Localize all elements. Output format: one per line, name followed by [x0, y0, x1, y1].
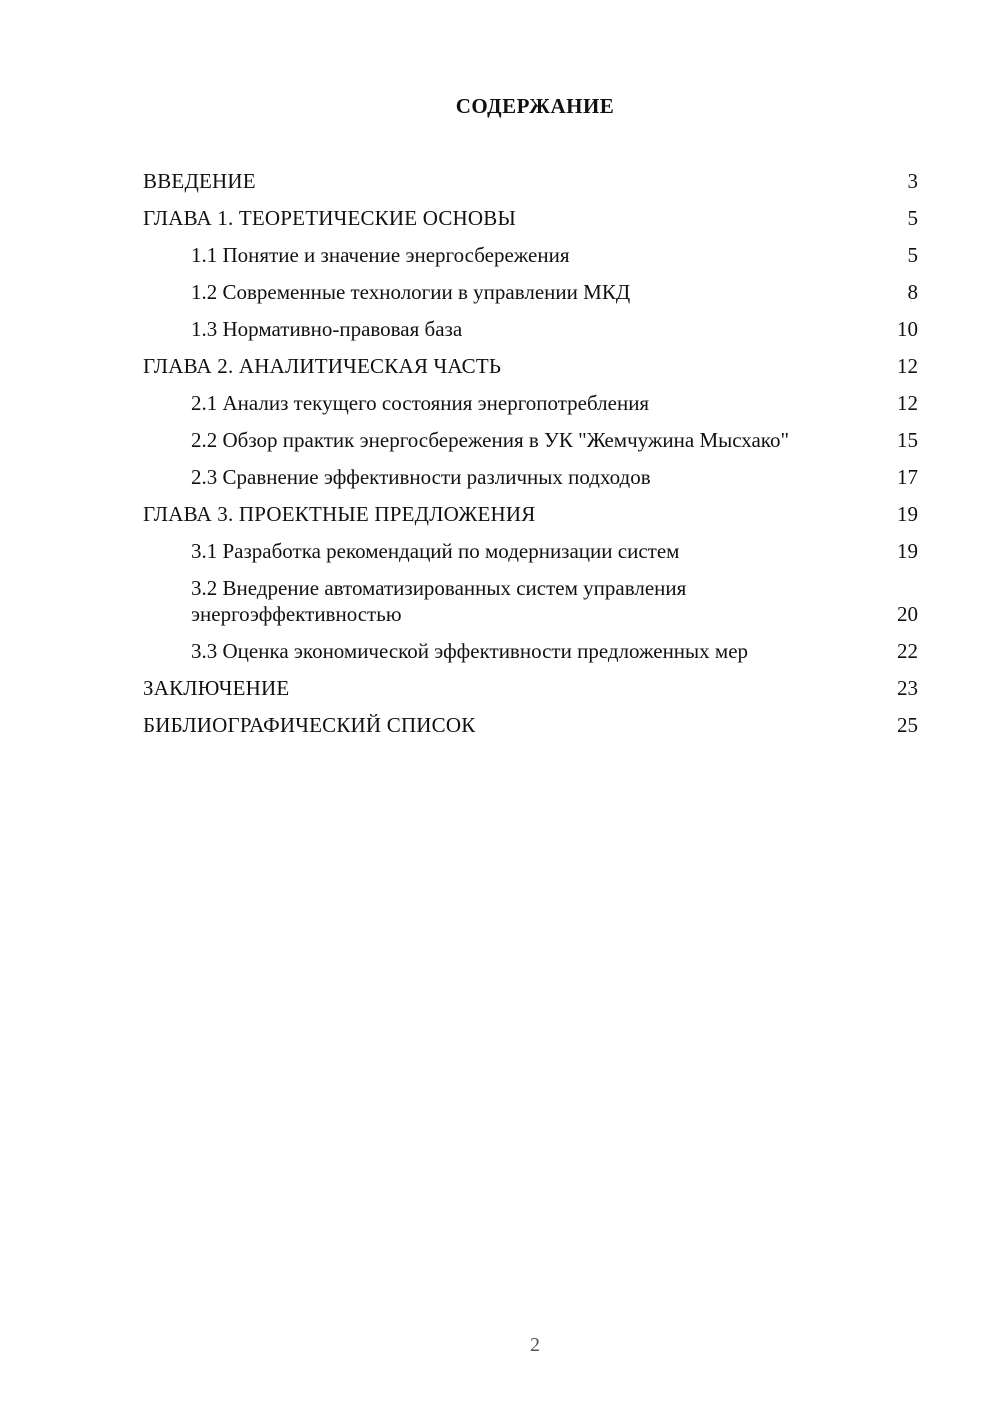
toc-entry-label: 3.1 Разработка рекомендаций по модернизации систем	[191, 539, 680, 563]
toc-entry-section-3-2[interactable]	[143, 575, 918, 627]
toc-entry-label: 2.2 Обзор практик энергосбережения в УК "Жемчужина Мысхако"	[191, 428, 790, 452]
toc-entry-chapter-2[interactable]	[143, 353, 918, 379]
toc-entry-label: ВВЕДЕНИЕ	[143, 169, 256, 193]
table-of-contents	[143, 168, 918, 749]
toc-entry-label: 3.2 Внедрение автоматизированных систем управления энергоэффективностью	[191, 576, 687, 626]
toc-entry-label: 1.3 Нормативно-правовая база	[191, 317, 463, 341]
toc-entry-bibliography[interactable]	[143, 712, 918, 738]
toc-entry-section-2-2[interactable]	[143, 427, 918, 453]
toc-entry-section-1-2[interactable]	[143, 279, 918, 305]
toc-entry-page: 20	[897, 602, 918, 626]
toc-entry-page: 22	[897, 639, 918, 663]
toc-entry-label: ГЛАВА 1. ТЕОРЕТИЧЕСКИЕ ОСНОВЫ	[143, 206, 517, 230]
toc-entry-page: 19	[897, 502, 918, 526]
toc-entry-chapter-3[interactable]	[143, 501, 918, 527]
page-title: СОДЕРЖАНИЕ	[455, 94, 615, 118]
toc-entry-page: 10	[897, 317, 918, 341]
toc-entry-label: ГЛАВА 2. АНАЛИТИЧЕСКАЯ ЧАСТЬ	[143, 354, 502, 378]
toc-entry-label: 2.1 Анализ текущего состояния энергопотребления	[191, 391, 650, 415]
toc-entry-section-3-1[interactable]	[143, 538, 918, 564]
toc-entry-page: 5	[907, 206, 918, 230]
toc-entry-section-2-1[interactable]	[143, 390, 918, 416]
toc-entry-label: ГЛАВА 3. ПРОЕКТНЫЕ ПРЕДЛОЖЕНИЯ	[143, 502, 536, 526]
toc-entry-page: 12	[897, 354, 918, 378]
toc-entry-introduction[interactable]	[143, 168, 918, 194]
toc-entry-label: ЗАКЛЮЧЕНИЕ	[143, 676, 290, 700]
toc-entry-page: 3	[907, 169, 918, 193]
toc-entry-section-2-3[interactable]	[143, 464, 918, 490]
toc-entry-page: 15	[897, 428, 918, 452]
toc-entry-label: 1.1 Понятие и значение энергосбережения	[191, 243, 570, 267]
toc-entry-chapter-1[interactable]	[143, 205, 918, 231]
toc-entry-conclusion[interactable]	[143, 675, 918, 701]
toc-entry-page: 25	[897, 713, 918, 737]
toc-entry-label: 3.3 Оценка экономической эффективности предложенных мер	[191, 639, 749, 663]
toc-entry-label: БИБЛИОГРАФИЧЕСКИЙ СПИСОК	[143, 713, 476, 737]
toc-entry-label: 2.3 Сравнение эффективности различных подходов	[191, 465, 651, 489]
toc-entry-section-1-1[interactable]	[143, 242, 918, 268]
toc-entry-page: 17	[897, 465, 918, 489]
toc-entry-section-1-3[interactable]	[143, 316, 918, 342]
toc-entry-section-3-3[interactable]	[143, 638, 918, 664]
toc-entry-page: 8	[907, 280, 918, 304]
toc-entry-label: 1.2 Современные технологии в управлении МКД	[191, 280, 631, 304]
page-number: 2	[530, 1334, 540, 1356]
toc-entry-page: 5	[907, 243, 918, 267]
toc-entry-page: 23	[897, 676, 918, 700]
toc-entry-page: 19	[897, 539, 918, 563]
toc-entry-page: 12	[897, 391, 918, 415]
